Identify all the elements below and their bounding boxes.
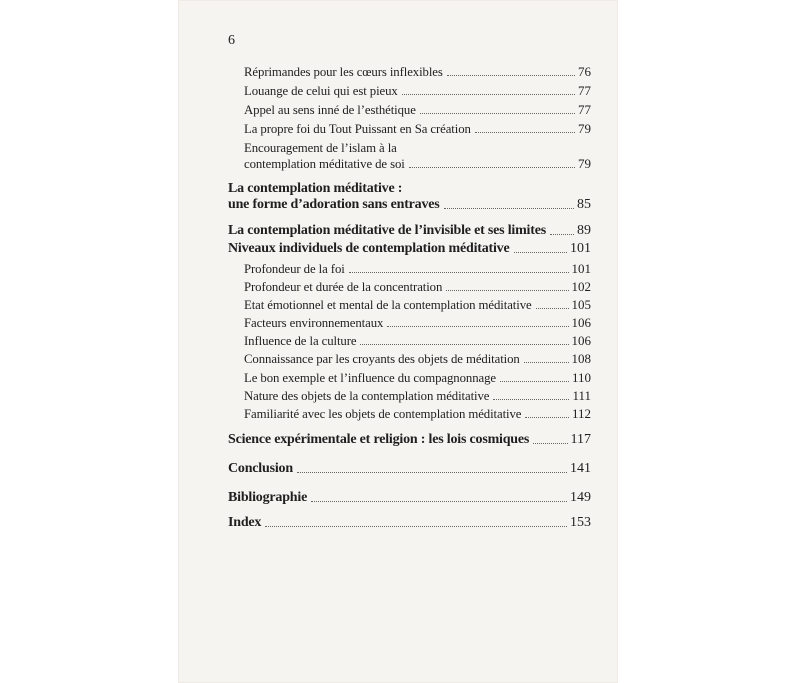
dot-leader <box>514 252 568 253</box>
toc-entry-title: Familiarité avec les objets de contemplation méditative <box>244 407 522 421</box>
toc-entry <box>228 461 591 477</box>
toc-entry-title-line: Encouragement de l’islam à la <box>244 141 397 155</box>
toc-entry-title: Etat émotionnel et mental de la contemplation méditative <box>244 298 532 312</box>
toc-entry <box>228 102 591 118</box>
toc-entry <box>228 297 591 313</box>
dot-leader <box>475 132 575 133</box>
toc-entry-title <box>228 181 440 213</box>
dot-leader <box>500 381 569 382</box>
toc-entry <box>228 515 591 531</box>
toc-entry <box>228 315 591 331</box>
toc-entry-title: La propre foi du Tout Puissant en Sa création <box>244 122 471 136</box>
toc-entry-page: 149 <box>570 490 591 505</box>
toc-entry <box>228 406 591 422</box>
toc-entry-page: 141 <box>570 461 591 476</box>
toc-entry-page: 106 <box>571 333 591 348</box>
toc-entry-title: Profondeur et durée de la concentration <box>244 280 443 294</box>
toc-entry <box>228 261 591 277</box>
toc-entry-page: 89 <box>577 223 591 238</box>
toc-entry-title: Influence de la culture <box>244 334 357 348</box>
dot-leader <box>525 417 569 418</box>
dot-leader <box>524 362 569 363</box>
toc-entry-page: 77 <box>578 102 591 117</box>
toc-entry-title: La contemplation méditative de l’invisible et ses limites <box>228 223 546 238</box>
dot-leader <box>360 344 568 345</box>
dot-leader <box>447 75 575 76</box>
toc-entry <box>228 140 591 172</box>
toc-entry-title: Profondeur de la foi <box>244 262 345 276</box>
toc-entry-page: 110 <box>571 370 591 385</box>
toc-entry-page: 77 <box>578 83 591 98</box>
dot-leader <box>409 167 575 168</box>
toc-entry <box>228 490 591 506</box>
toc-entry-page: 79 <box>578 121 591 136</box>
toc-entry-title: Nature des objets de la contemplation méditative <box>244 389 490 403</box>
toc-entry-page: 76 <box>578 64 591 79</box>
toc-entry-page: 112 <box>571 406 591 421</box>
toc-entry <box>228 333 591 349</box>
toc-entry-title: Conclusion <box>228 461 293 476</box>
toc-entry <box>228 241 591 257</box>
toc-entry <box>228 83 591 99</box>
toc-entry-title: Niveaux individuels de contemplation méditative <box>228 241 510 256</box>
toc-entry-page: 111 <box>572 388 591 403</box>
toc-entry-title: Appel au sens inné de l’esthétique <box>244 103 416 117</box>
toc-entry-page: 108 <box>571 351 591 366</box>
dot-leader <box>402 94 575 95</box>
toc-entry-page: 79 <box>578 156 591 171</box>
toc-entry <box>228 351 591 367</box>
toc-entry-page: 105 <box>571 297 591 312</box>
dot-leader <box>297 472 567 473</box>
dot-leader <box>446 290 568 291</box>
dot-leader <box>536 308 569 309</box>
dot-leader <box>349 272 569 273</box>
toc-entry-page: 117 <box>570 432 591 447</box>
toc-entry <box>228 121 591 137</box>
toc-entry-title: Le bon exemple et l’influence du compagnonnage <box>244 371 496 385</box>
toc-entry <box>228 279 591 295</box>
toc-entry <box>228 432 591 448</box>
toc-entry-page: 101 <box>571 261 591 276</box>
dot-leader <box>420 113 575 114</box>
toc-entry-page: 85 <box>577 197 591 212</box>
toc-entry-title: Index <box>228 515 262 530</box>
dot-leader <box>265 526 567 527</box>
dot-leader <box>533 443 567 444</box>
toc-entry-title: Bibliographie <box>228 490 308 505</box>
dot-leader <box>311 501 567 502</box>
toc-entry-title: Science expérimentale et religion : les lois cosmiques <box>228 432 530 447</box>
dot-leader <box>493 399 569 400</box>
toc-entry-title-line: contemplation méditative de soi <box>244 157 405 171</box>
toc-entry-title: Facteurs environnementaux <box>244 316 384 330</box>
toc-entry-page: 153 <box>570 515 591 530</box>
toc-entry-title: Réprimandes pour les cœurs inflexibles <box>244 65 443 79</box>
toc-entry-title: Louange de celui qui est pieux <box>244 84 398 98</box>
toc-entry <box>228 370 591 386</box>
dot-leader <box>550 234 574 235</box>
toc-entry-page: 106 <box>571 315 591 330</box>
toc-entry-title-line: La contemplation méditative : <box>228 181 403 196</box>
toc-entry <box>228 181 591 213</box>
toc-entry <box>228 223 591 239</box>
dot-leader <box>444 208 574 209</box>
toc-entry-title: Connaissance par les croyants des objets de méditation <box>244 352 520 366</box>
toc-entry-title-line: une forme d’adoration sans entraves <box>228 197 440 212</box>
toc-entry-title <box>244 140 405 172</box>
toc-entry <box>228 388 591 404</box>
toc-entry-page: 101 <box>570 241 591 256</box>
toc-entry-page: 102 <box>571 279 591 294</box>
toc-entry <box>228 64 591 80</box>
page-number: 6 <box>228 33 235 48</box>
dot-leader <box>387 326 568 327</box>
